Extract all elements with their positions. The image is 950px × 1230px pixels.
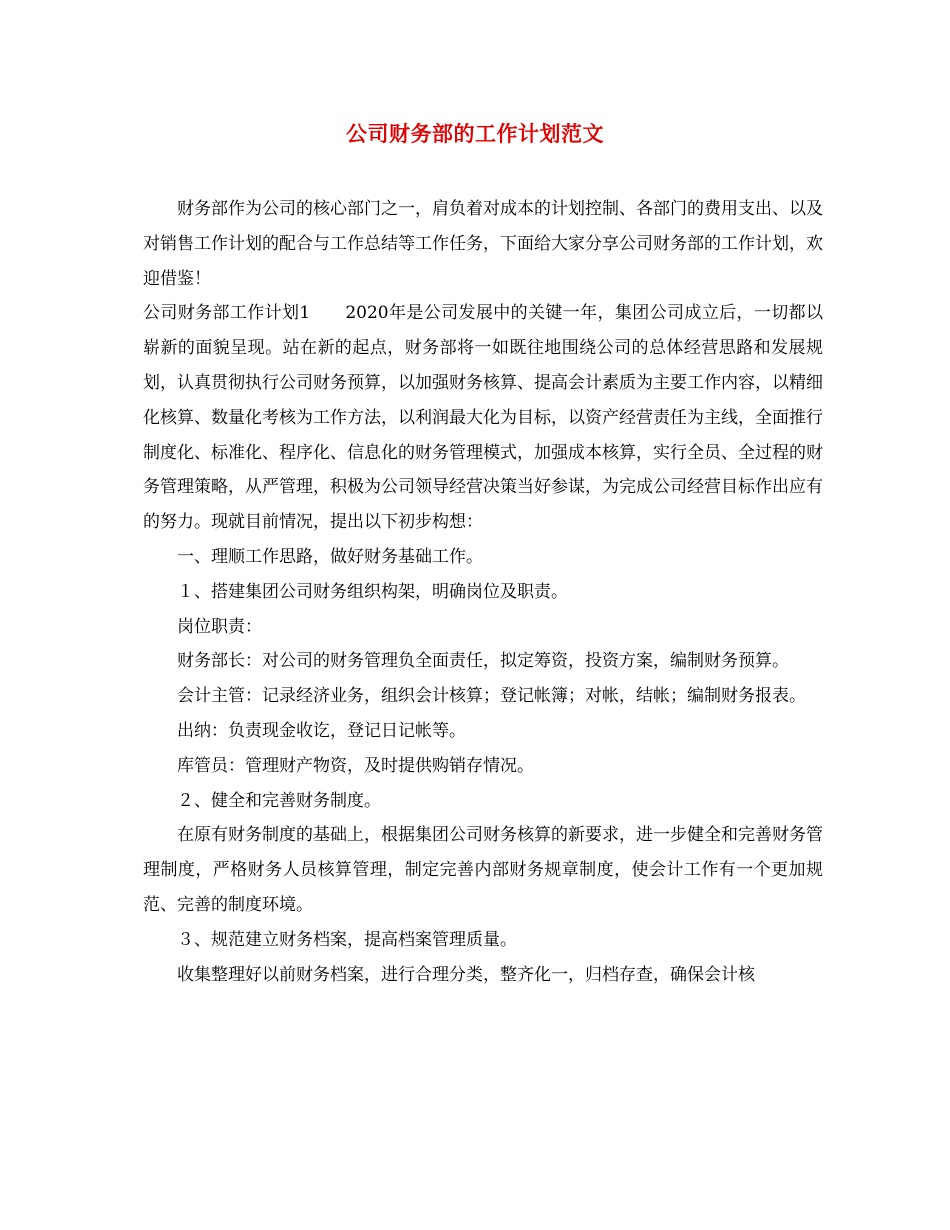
archive-paragraph: 收集整理好以前财务档案，进行合理分类，整齐化一，归档存查，确保会计核 (177, 964, 755, 985)
document-title: 公司财务部的工作计划范文 (346, 121, 604, 146)
subsection-heading-3: ３、规范建立财务档案，提高档案管理质量。 (177, 929, 517, 950)
section-heading-1: 一、理顺工作思路，做好财务基础工作。 (177, 546, 483, 567)
intro-paragraph: 财务部作为公司的核心部门之一，肩负着对成本的计划控制、各部门的费用支出、以及对销售工作计划的配合与工作总结等工作任务，下面给大家分享公司财务部的工作计划，欢迎借鉴！ (143, 199, 823, 289)
duties-label: 岗位职责： (177, 616, 262, 637)
subsection-heading-1: １、搭建集团公司财务组织构架，明确岗位及职责。 (177, 581, 568, 602)
duty-accounting-supervisor: 会计主管：记录经济业务，组织会计核算；登记帐簿；对帐，结帐；编制财务报表。 (177, 686, 806, 707)
plan-1-paragraph: 公司财务部工作计划1 2020年是公司发展中的关键一年，集团公司成立后，一切都以崭新的面貌呈现。站在新的起点，财务部将一如既往地围绕公司的总体经营思路和发展规划，认真贯彻执行公司财务预算，以加强财务核算、提高会计素质为主要工作内容，以精细化核算、数量化考核为工作方法，以利润最大化为目标，以资产经营责任为主线，全面推行制度化、标准化、程序化、信息化的财务管理模式，加强成本核算，实行全员、全过程的财务管理策略，从严管理，积极为公司领导经营决策当好参谋，为完成公司经营目标作出应有的努力。现就目前情况，提出以下初步构想： (143, 303, 823, 533)
duty-cashier: 出纳：负责现金收讫，登记日记帐等。 (177, 720, 466, 741)
duty-finance-director: 财务部长：对公司的财务管理负全面责任，拟定筹资，投资方案，编制财务预算。 (177, 651, 789, 672)
subsection-heading-2: ２、健全和完善财务制度。 (177, 790, 381, 811)
finance-system-paragraph: 在原有财务制度的基础上，根据集团公司财务核算的新要求，进一步健全和完善财务管理制度，严格财务人员核算管理，制定完善内部财务规章制度，使会计工作有一个更加规范、完善的制度环境。 (143, 825, 823, 915)
document-body (143, 192, 823, 992)
duty-warehouse-keeper: 库管员：管理财产物资，及时提供购销存情况。 (177, 755, 534, 776)
